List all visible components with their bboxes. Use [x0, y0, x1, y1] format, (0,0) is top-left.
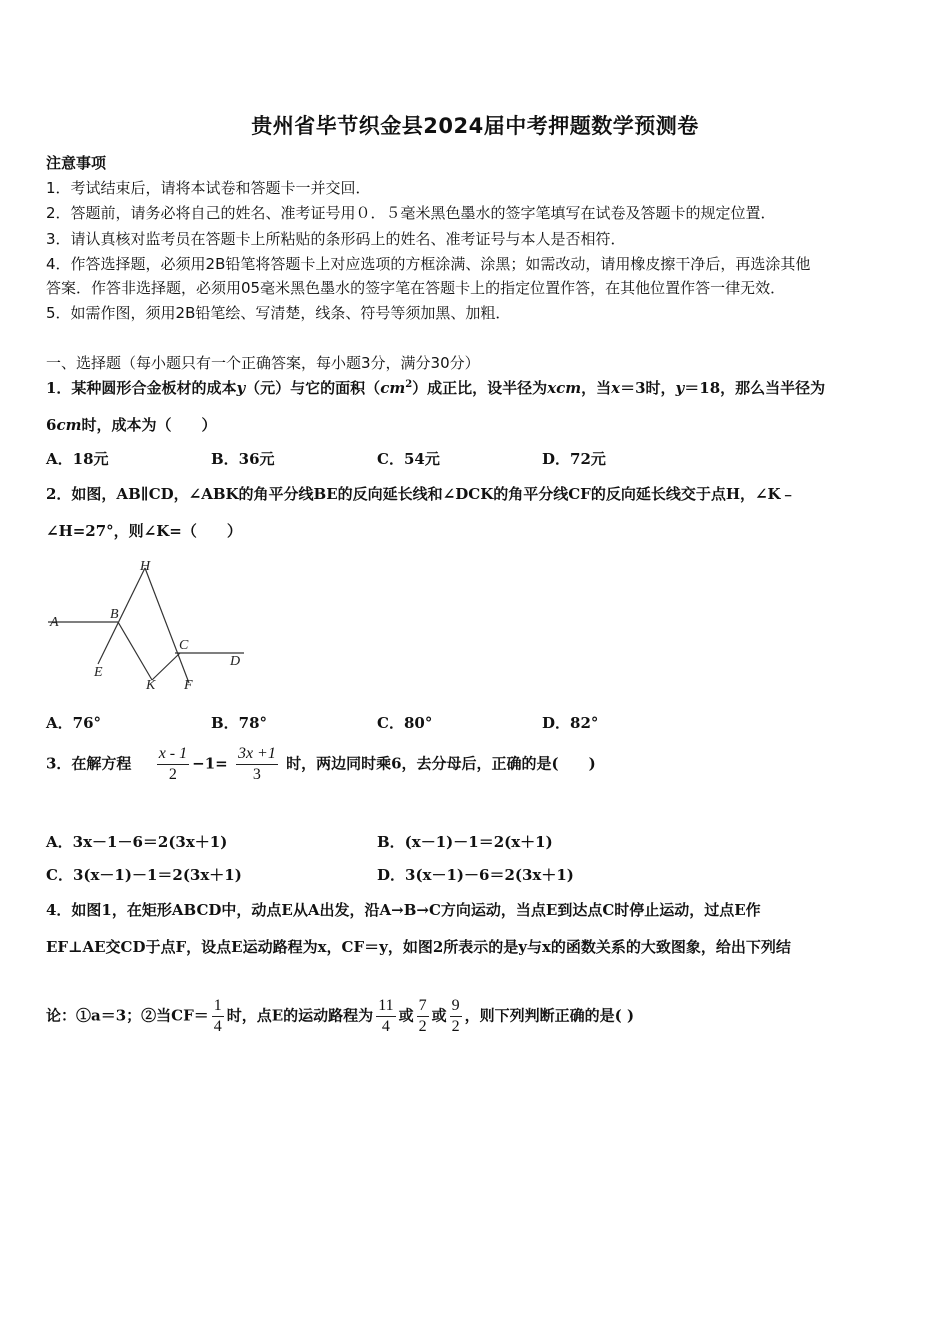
label-d: D — [230, 654, 241, 669]
q1-var: y — [236, 379, 246, 397]
q1-text: 1．某种圆形合金板材的成本 — [46, 379, 237, 397]
notice-item: 2．答题前，请务必将自己的姓名、准考证号用０．５毫米黑色墨水的签字笔填写在试卷及答题卡的规定位置． — [46, 204, 776, 222]
line-ck — [152, 653, 180, 680]
q1-text: ）成正比，设半径为 — [412, 379, 548, 397]
notice-item: 答案．作答非选择题，必须用05毫米黑色墨水的签字笔在答题卡上的指定位置作答，在其他位置作答一律无效． — [46, 279, 786, 297]
fraction-numerator: 7 — [417, 996, 429, 1017]
fraction — [417, 996, 429, 1037]
q4-text: 或 — [431, 1006, 447, 1025]
fraction-numerator: x - 1 — [157, 744, 189, 765]
q1-unit: cm — [56, 416, 82, 434]
fraction-numerator: 1 — [212, 996, 224, 1017]
label-k: K — [146, 678, 156, 693]
q2-option-d: D．82° — [542, 714, 599, 732]
question-2-line-1: 2．如图，AB∥CD，∠ABK的角平分线BE的反向延长线和∠DCK的角平分线CF的反向延长线交于点H，∠K﹣ — [46, 485, 796, 503]
question-3 — [46, 744, 596, 785]
q1-var: y — [675, 379, 685, 397]
q1-option-d: D．72元 — [542, 450, 606, 468]
q2-option-c: C．80° — [377, 714, 433, 732]
q1-option-c: C．54元 — [377, 450, 440, 468]
q4-text: 论：①a＝3；②当CF＝ — [46, 1006, 209, 1025]
fraction — [376, 996, 395, 1037]
notice-heading: 注意事项 — [46, 154, 107, 172]
geometry-figure — [40, 556, 250, 696]
q2-option-b: B．78° — [211, 714, 268, 732]
q1-var: xcm — [547, 379, 582, 397]
fraction-denominator: 2 — [418, 1018, 427, 1035]
q4-text: ，则下列判断正确的是( ) — [464, 1006, 635, 1025]
q3-text: −1= — [192, 754, 228, 773]
label-e: E — [94, 665, 103, 680]
q1-option-a: A．18元 — [46, 450, 109, 468]
q2-option-a: A．76° — [46, 714, 102, 732]
q1-text: （元）与它的面积（ — [245, 379, 381, 397]
notice-item: 4．作答选择题，必须用2B铅笔将答题卡上对应选项的方框涂满、涂黑；如需改动，请用橡皮擦干净后，再选涂其他 — [46, 255, 811, 273]
line-he — [98, 568, 145, 664]
question-1-line-2 — [46, 414, 216, 435]
fraction-denominator: 4 — [381, 1018, 390, 1035]
q1-option-b: B．36元 — [211, 450, 275, 468]
question-1-line-1 — [46, 377, 825, 398]
question-4-line-3 — [46, 996, 634, 1037]
line-bk — [118, 622, 152, 680]
q3-option-a: A．3x－1－6＝2(3x＋1) — [46, 833, 228, 851]
q3-option-d: D．3(x－1)－6＝2(3x＋1) — [377, 866, 574, 884]
fraction-denominator: 2 — [451, 1018, 460, 1035]
q1-var: x — [611, 379, 621, 397]
label-b: B — [110, 607, 119, 622]
fraction-denominator: 2 — [168, 766, 177, 783]
question-4-line-2: EF⊥AE交CD于点F，设点E运动路程为x，CF＝y，如图2所表示的是y与x的函数关系的大致图象，给出下列结 — [46, 938, 791, 956]
q3-option-b: B．(x－1)－1＝2(x＋1) — [377, 833, 553, 851]
q1-text: 6 — [46, 416, 57, 434]
q1-sup: 2 — [405, 379, 413, 390]
q1-text: 时，成本为（ ） — [81, 416, 217, 434]
question-2-line-2: ∠H=27°，则∠K=（ ） — [46, 522, 242, 540]
q1-unit: cm — [380, 379, 406, 397]
q3-text: 时，两边同时乘6，去分母后，正确的是( ) — [286, 754, 596, 773]
fraction-numerator: 9 — [450, 996, 462, 1017]
section-heading: 一、选择题（每小题只有一个正确答案，每小题3分，满分30分） — [46, 354, 480, 372]
label-h: H — [140, 559, 151, 574]
q3-text: 3．在解方程 — [46, 754, 132, 773]
fraction-denominator: 4 — [213, 1018, 222, 1035]
fraction-numerator: 11 — [376, 996, 395, 1017]
q1-text: ＝18，那么当半径为 — [684, 379, 826, 397]
fraction — [157, 744, 189, 785]
notice-item: 3．请认真核对监考员在答题卡上所粘贴的条形码上的姓名、准考证号与本人是否相符． — [46, 230, 626, 248]
label-c: C — [179, 638, 189, 653]
q4-text: 时，点E的运动路程为 — [226, 1006, 374, 1025]
fraction-denominator: 3 — [252, 766, 261, 783]
label-f: F — [184, 678, 193, 693]
fraction-numerator: 3x +1 — [236, 744, 278, 765]
q3-option-c: C．3(x－1)－1＝2(3x＋1) — [46, 866, 242, 884]
label-a: A — [50, 615, 59, 630]
q4-text: 或 — [398, 1006, 414, 1025]
question-4-line-1: 4．如图1，在矩形ABCD中，动点E从A出发，沿A→B→C方向运动，当点E到达点C时停止运动，过点E作 — [46, 901, 761, 919]
fraction — [236, 744, 278, 785]
q1-text: ，当 — [581, 379, 612, 397]
notice-item: 1．考试结束后，请将本试卷和答题卡一并交回． — [46, 179, 371, 197]
page-title: 贵州省毕节织金县2024届中考押题数学预测卷 — [251, 114, 699, 138]
fraction — [212, 996, 224, 1037]
fraction — [450, 996, 462, 1037]
q1-text: ＝3时， — [620, 379, 676, 397]
notice-item: 5．如需作图，须用2B铅笔绘、写清楚，线条、符号等须加黑、加粗． — [46, 304, 511, 322]
